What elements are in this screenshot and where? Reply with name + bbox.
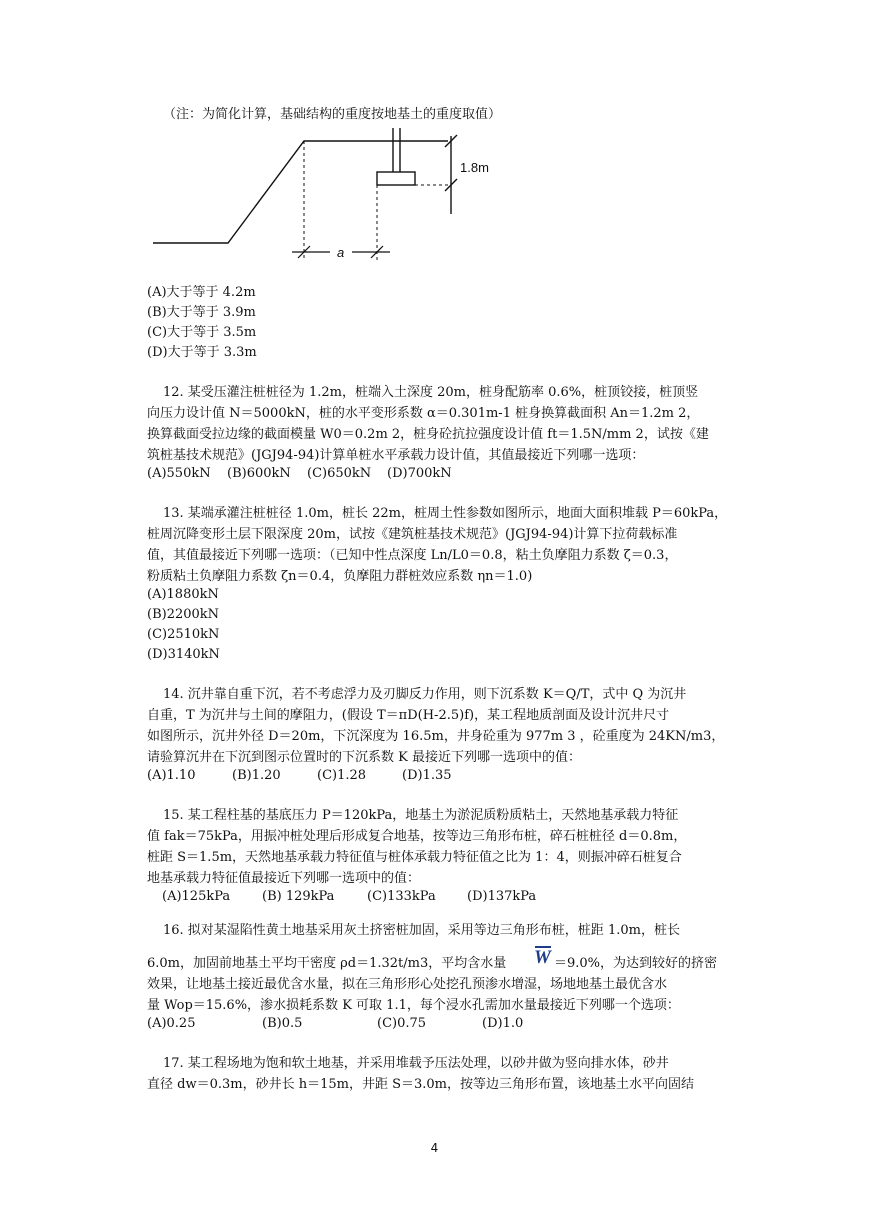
q15-line-2: 值 fak＝75kPa，用振冲桩处理后形成复合地基，按等边三角形布桩，碎石桩桩径 d＝0.8m， (147, 829, 687, 844)
q12-line-2: 向压力设计值 N＝5000kN，桩的水平变形系数 α＝0.301m-1 桩身换算截面积 An＝1.2m 2， (147, 406, 700, 421)
w-bar-symbol: W (534, 947, 551, 968)
q16-line-4: 量 Wop＝15.6%，渗水损耗系数 K 可取 1.1，每个浸水孔需加水量最接近下列哪一个选项： (147, 998, 680, 1013)
q15-option-b: (B) 129kPa (262, 889, 335, 904)
note-text: （注：为简化计算，基础结构的重度按地基土的重度取值） (163, 107, 502, 122)
q12-option-c: (C)650kN (307, 466, 372, 481)
q16-option-d: (D)1.0 (482, 1016, 524, 1031)
q13-line-1: 13. 某端承灌注桩桩径 1.0m，桩长 22m，桩周土性参数如图所示，地面大面积堆载 P＝60kPa， (163, 506, 728, 521)
q15-line-4: 地基承载力特征值最接近下列哪一选项中的值： (147, 871, 421, 886)
q13-option-c: (C)2510kN (147, 627, 220, 642)
q15-option-c: (C)133kPa (367, 889, 436, 904)
q17-line-2: 直径 dw＝0.3m，砂井长 h＝15m，井距 S＝3.0m，按等边三角形布置，该地基土水平向固结 (147, 1077, 694, 1092)
q11-option-a: (A)大于等于 4.2m (147, 285, 256, 300)
q11-option-c: (C)大于等于 3.5m (147, 325, 257, 340)
q15-option-a: (A)125kPa (162, 889, 231, 904)
dim-a-label: a (337, 245, 345, 260)
q12-line-1: 12. 某受压灌注桩桩径为 1.2m，桩端入土深度 20m，桩身配筋率 0.6%，桩顶铰接，桩顶竖 (163, 385, 699, 400)
q14-option-d: (D)1.35 (402, 768, 452, 783)
q15-line-3: 桩距 S＝1.5m，天然地基承载力特征值与桩体承载力特征值之比为 1：4，则振冲碎石桩复合 (147, 850, 682, 865)
q12-option-b: (B)600kN (227, 466, 291, 481)
q16-line-2b: ＝9.0%，为达到较好的挤密 (554, 956, 718, 971)
q11-option-b: (B)大于等于 3.9m (147, 305, 256, 320)
foundation-figure (0, 128, 869, 278)
q12-line-4: 筑桩基技术规范》(JGJ94-94)计算单桩水平承载力设计值，其值最接近下列哪一选项： (147, 448, 645, 463)
q14-line-1: 14. 沉井靠自重下沉，若不考虑浮力及刃脚反力作用，则下沉系数 K＝Q/T，式中 Q 为沉井 (163, 687, 687, 702)
q14-line-3: 如图所示，沉井外径 D＝20m，下沉深度为 16.5m，井身砼重为 977m 3 ，砼重度为 24KN/m3， (147, 729, 725, 744)
page-number: 4 (430, 1141, 439, 1155)
q11-option-d: (D)大于等于 3.3m (147, 345, 257, 360)
q14-option-c: (C)1.28 (317, 768, 367, 783)
q13-option-a: (A)1880kN (147, 587, 219, 602)
q16-option-b: (B)0.5 (262, 1016, 303, 1031)
q13-line-2: 桩周沉降变形土层下限深度 20m，试按《建筑桩基技术规范》(JGJ94-94)计算下拉荷载标准 (147, 527, 678, 542)
q16-line-2a: 6.0m，加固前地基土平均干密度 ρd＝1.32t/m3，平均含水量 (147, 956, 507, 971)
q16-line-3: 效果，让地基土接近最优含水量，拟在三角形形心处挖孔预渗水增湿，场地地基土最优含水 (147, 977, 668, 992)
q16-line-1: 16. 拟对某湿陷性黄土地基采用灰土挤密桩加固，采用等边三角形布桩，桩距 1.0m，桩长 (163, 923, 680, 938)
q12-option-a: (A)550kN (147, 466, 211, 481)
q14-option-b: (B)1.20 (232, 768, 281, 783)
dim-1-8m-label: 1.8m (460, 160, 489, 175)
q14-line-4: 请验算沉井在下沉到图示位置时的下沉系数 K 最接近下列哪一选项中的值： (147, 750, 581, 765)
q12-line-3: 换算截面受拉边缘的截面模量 W0＝0.2m 2，桩身砼抗拉强度设计值 ft＝1.5N/mm 2，试按《建 (147, 427, 709, 442)
q16-option-c: (C)0.75 (377, 1016, 427, 1031)
q14-line-2: 自重，T 为沉井与土间的摩阻力，(假设 T＝πD(H-2.5)f)，某工程地质剖面及设计沉井尺寸 (147, 708, 670, 723)
q13-option-b: (B)2200kN (147, 607, 220, 622)
slope-line (153, 141, 448, 243)
q13-line-4: 粉质粘土负摩阻力系数 ζn＝0.4，负摩阻力群桩效应系数 ηn＝1.0) (147, 569, 533, 584)
footing (377, 172, 415, 185)
q14-option-a: (A)1.10 (147, 768, 196, 783)
q17-line-1: 17. 某工程场地为饱和软土地基，并采用堆载予压法处理，以砂井做为竖向排水体，砂井 (163, 1056, 669, 1071)
q15-option-d: (D)137kPa (467, 889, 537, 904)
q16-option-a: (A)0.25 (147, 1016, 196, 1031)
q15-line-1: 15. 某工程柱基的基底压力 P＝120kPa，地基土为淤泥质粉质粘土，天然地基承载力特征 (163, 808, 679, 823)
q13-option-d: (D)3140kN (147, 647, 220, 662)
q13-line-3: 值，其值最接近下列哪一选项：（已知中性点深度 Ln/L0＝0.8，粘土负摩阻力系数 ζ＝0.3， (147, 548, 678, 563)
q12-option-d: (D)700kN (387, 466, 452, 481)
